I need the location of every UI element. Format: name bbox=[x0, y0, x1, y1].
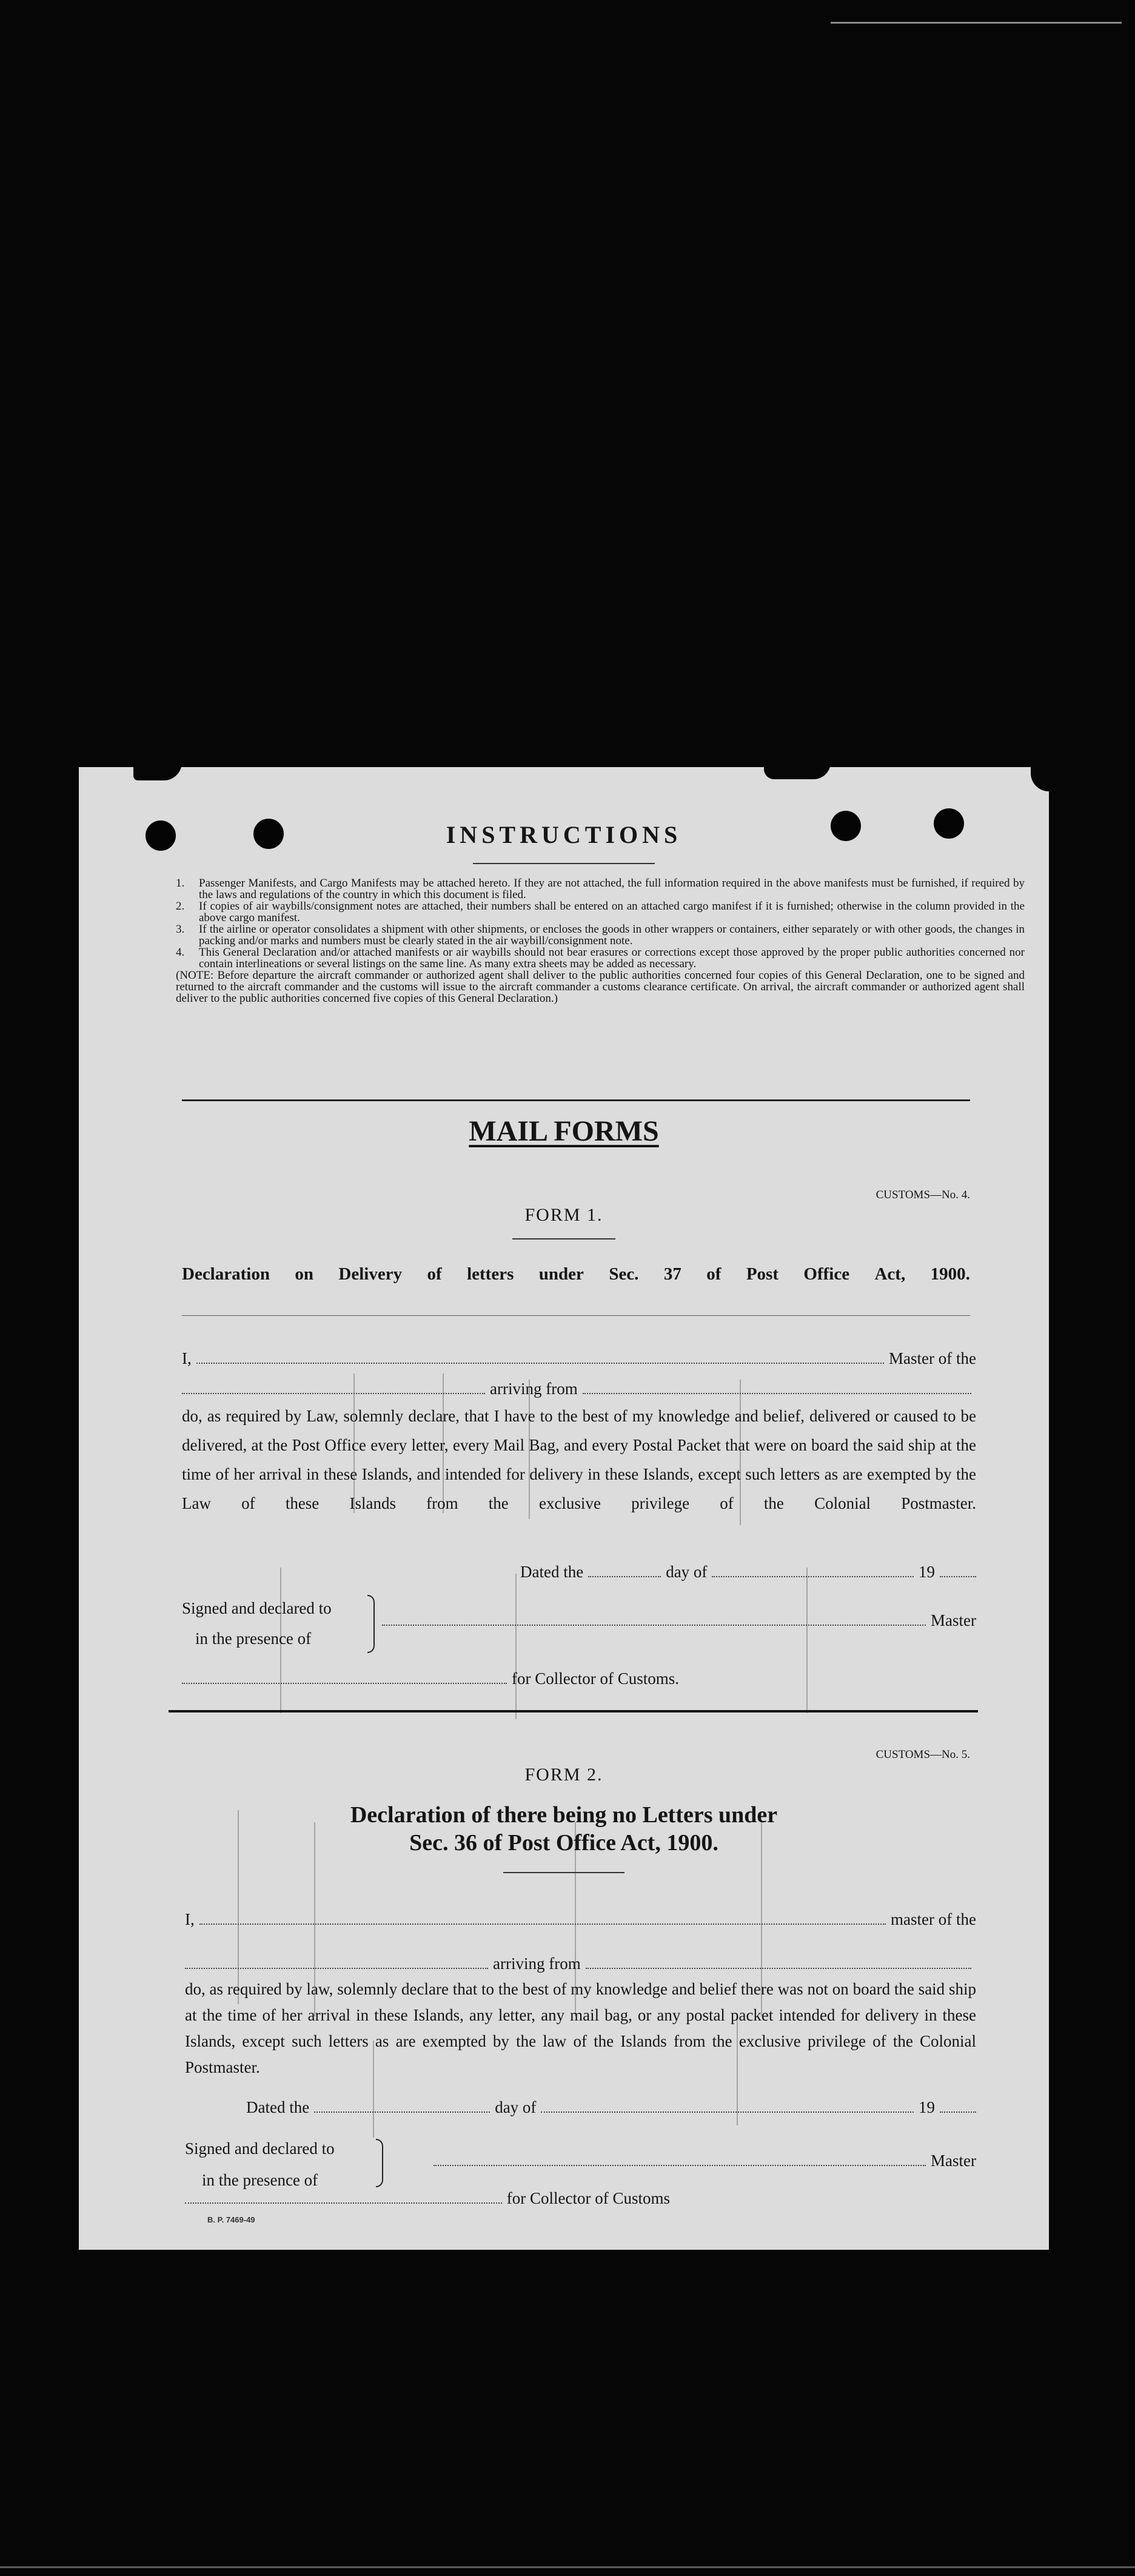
scan-top-edge-line bbox=[831, 22, 1122, 24]
form1-master-signature-field[interactable] bbox=[382, 1612, 926, 1626]
instruction-item: 4. This General Declaration and/or attached manifests or air waybills should not bear erasures or corrections except those approved by the proper public authorities concerned nor contain interlineations or several listings on the same line. As many extra sheets may be added as necessary. bbox=[176, 946, 1025, 970]
form1-signed-block: Signed and declared to in the presence of bbox=[182, 1599, 332, 1648]
print-code: B. P. 7469-49 bbox=[207, 2215, 255, 2224]
form2-master-signature-field[interactable] bbox=[434, 2153, 926, 2166]
form2-collector-line: for Collector of Customs bbox=[185, 2189, 670, 2208]
form1-collector-line: for Collector of Customs. bbox=[182, 1669, 679, 1688]
mail-forms-sheet bbox=[79, 767, 1049, 2250]
form1-collector-signature-field[interactable] bbox=[182, 1671, 507, 1684]
form2-master-line: Master bbox=[434, 2152, 976, 2170]
form1-declaration-text: do, as required by Law, solemnly declare, that I have to the best of my knowledge and belief, delivered or caused to be delivered, at the Post Office every letter, every Mail Bag, and every Postal Packet that were on board the said ship at the time of her arrival in these Islands, and intended for delivery in these Islands, except such letters as are exempted by the Law of these Islands from the exclusive privilege of the Colonial Postmaster. bbox=[182, 1407, 976, 1512]
instruction-item: 2. If copies of air waybills/consignment notes are attached, their numbers shall be entered on an attached cargo manifest if it is furnished; otherwise in the column provided in the above cargo manifest. bbox=[176, 900, 1025, 924]
form1-dated-line: Dated the day of 19 bbox=[520, 1563, 976, 1581]
form1-customs-number: CUSTOMS—No. 4. bbox=[876, 1189, 970, 1201]
form1-year-field[interactable] bbox=[940, 1564, 976, 1577]
form1-date-field[interactable] bbox=[588, 1564, 661, 1577]
form2-name-line: I, master of the bbox=[185, 1910, 976, 1928]
form2-ship-field[interactable] bbox=[185, 1956, 488, 1969]
form1-title: FORM 1. bbox=[524, 1205, 603, 1225]
form2-year-field[interactable] bbox=[940, 2099, 976, 2113]
form1-name-field[interactable] bbox=[196, 1350, 884, 1364]
instructions-list bbox=[176, 877, 1025, 1004]
scan-bottom-edge-line bbox=[0, 2566, 1135, 2568]
form2-heading: Declaration of there being no Letters under Sec. 36 of Post Office Act, 1900. bbox=[350, 1802, 778, 1856]
form2-declaration-text: do, as required by law, solemnly declare that to the best of my knowledge and belief there was not on board the said ship at the time of her arrival in these Islands, any letter, any mail bag, or any postal packet intended for delivery in these Islands, except such letters as are exempted by the law of the Islands from the exclusive privilege of the Colonial Postmaster. bbox=[185, 1980, 976, 2076]
form1-heading: Declaration on Delivery of letters under Sec. 37 of Post Office Act, 1900. bbox=[182, 1264, 970, 1284]
instructions-title: INSTRUCTIONS bbox=[446, 821, 682, 848]
form2-collector-signature-field[interactable] bbox=[185, 2190, 502, 2204]
form1-ship-field[interactable] bbox=[182, 1381, 485, 1394]
form1-arriving-from-field[interactable] bbox=[583, 1381, 971, 1394]
form2-customs-number: CUSTOMS—No. 5. bbox=[876, 1748, 970, 1761]
form1-master-line: Master bbox=[382, 1611, 976, 1630]
form2-arriving-from-field[interactable] bbox=[586, 1956, 971, 1969]
form2-date-field[interactable] bbox=[314, 2099, 490, 2113]
form2-dated-line: Dated the day of 19 bbox=[246, 2098, 976, 2117]
form1-name-line: I, Master of the bbox=[182, 1349, 976, 1367]
form2-month-field[interactable] bbox=[541, 2099, 914, 2113]
form2-name-field[interactable] bbox=[199, 1911, 886, 1925]
instruction-note: (NOTE: Before departure the aircraft commander or authorized agent shall deliver to the public authorities concerned four copies of this General Declaration, one to be signed and returned to the aircraft commander and the customs will issue to the aircraft commander a customs clearance certificate. On arrival, the aircraft commander or authorized agent shall deliver to the public authorities concerned five copies of this General Declaration.) bbox=[176, 969, 1025, 1005]
form2-signed-block: Signed and declared to in the presence of bbox=[185, 2139, 335, 2189]
mail-forms-title: MAIL FORMS bbox=[469, 1115, 659, 1147]
form2-title: FORM 2. bbox=[524, 1765, 603, 1785]
form2-arriving-line: arriving from bbox=[185, 1954, 976, 1973]
instruction-item: 1. Passenger Manifests, and Cargo Manifests may be attached hereto. If they are not attached, the full information required in the above manifests must be furnished, if required by the laws and regulations of the country in which this document is filed. bbox=[176, 877, 1025, 901]
form1-month-field[interactable] bbox=[712, 1564, 914, 1577]
form1-arriving-line: arriving from bbox=[182, 1380, 976, 1398]
instruction-item: 3. If the airline or operator consolidates a shipment with other shipments, or encloses the goods in other wrappers or containers, either separately or with other goods, the changes in packing and/or marks and numbers must be clearly stated in the air waybill/consignment note. bbox=[176, 923, 1025, 947]
